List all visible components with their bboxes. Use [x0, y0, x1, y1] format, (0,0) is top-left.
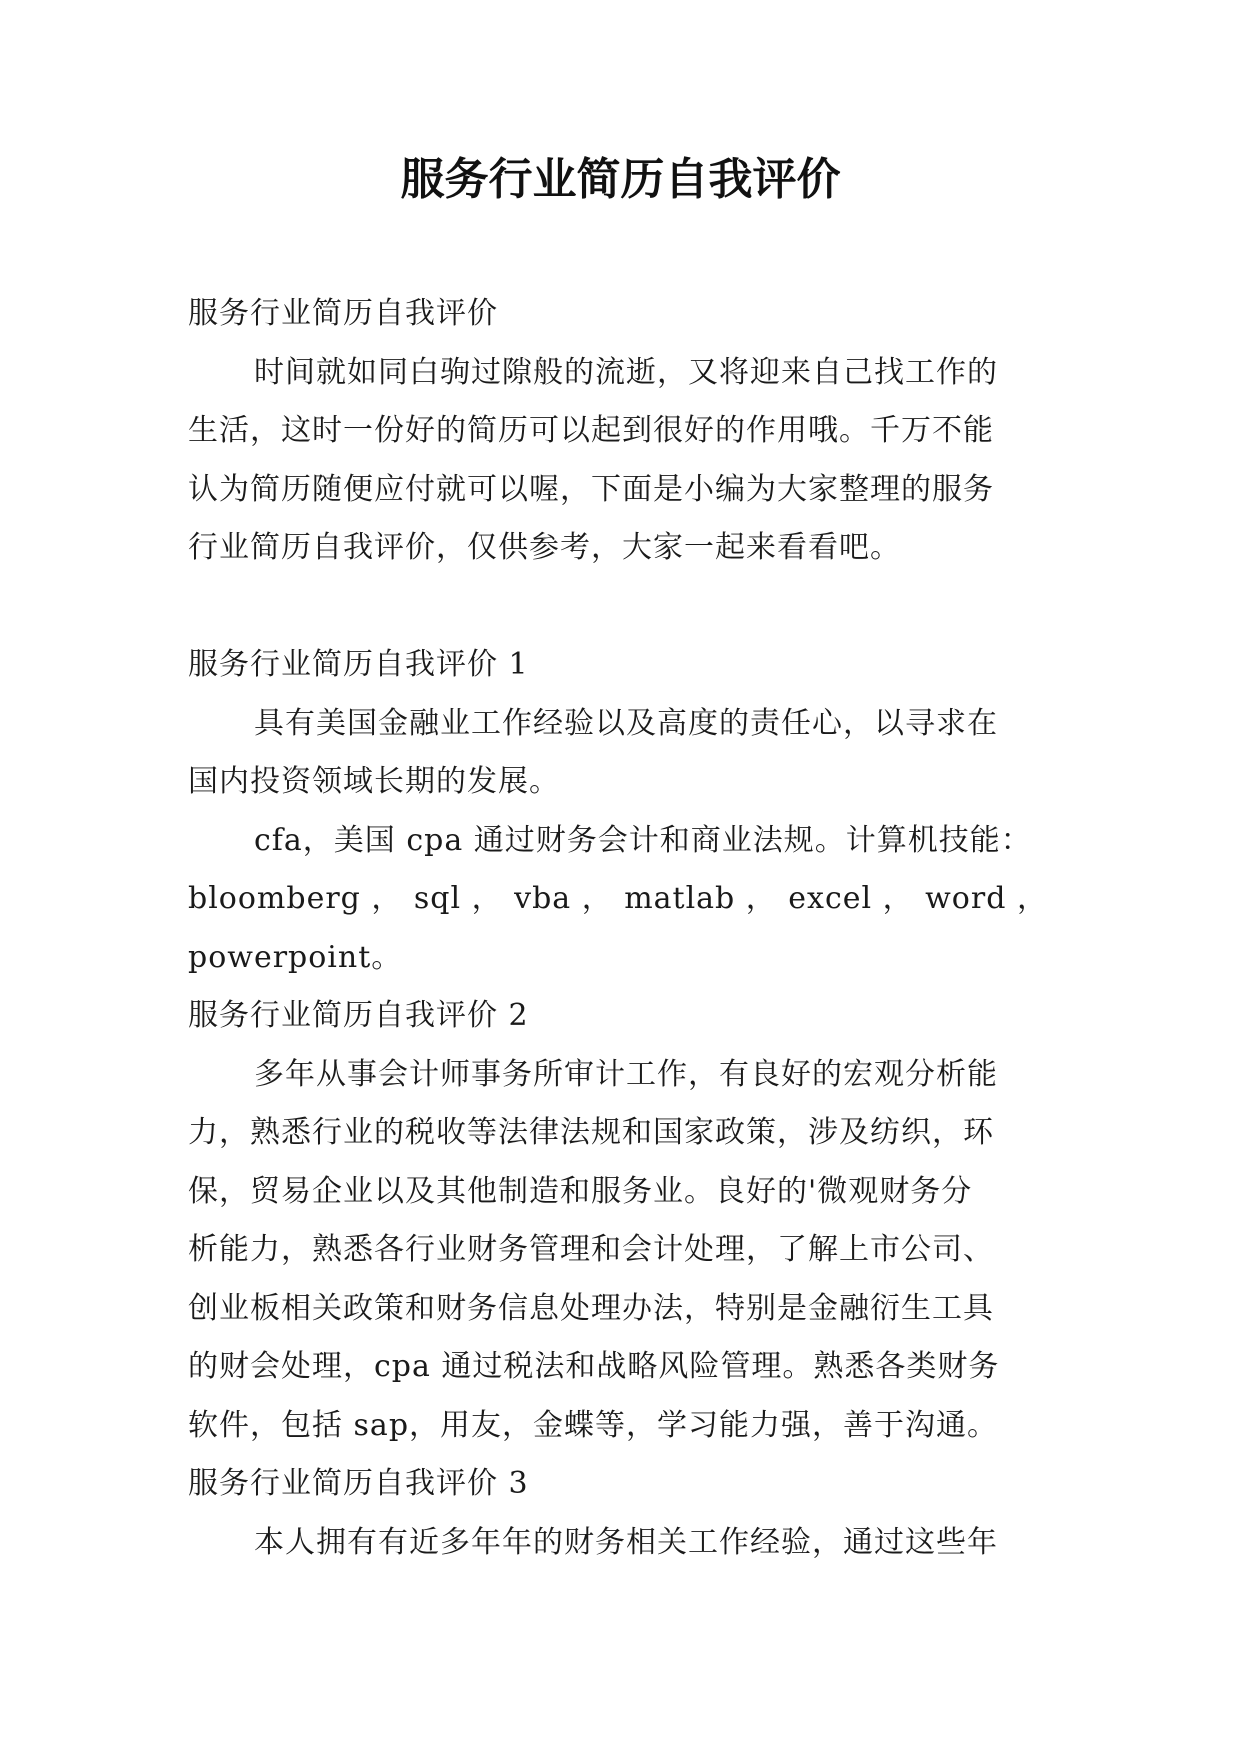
section-1-line: 具有美国金融业工作经验以及高度的责任心，以寻求在 — [254, 705, 998, 741]
intro-line: 时间就如同白驹过隙般的流逝，又将迎来自己找工作的 — [254, 354, 998, 390]
section-3-heading: 服务行业简历自我评价 3 — [188, 1466, 529, 1501]
paragraph-gap — [188, 578, 1048, 637]
intro-line: 认为简历随便应付就可以喔，下面是小编为大家整理的服务 — [188, 471, 994, 507]
skill-item: vba ， — [514, 881, 613, 916]
section-2-line: 力，熟悉行业的税收等法律法规和国家政策，涉及纺织，环 — [188, 1115, 994, 1150]
section-2-line: 多年从事会计师事务所审计工作，有良好的宏观分析能 — [254, 1056, 998, 1092]
section-2-line: 创业板相关政策和财务信息处理办法，特别是金融衍生工具 — [188, 1290, 994, 1326]
section-2-line: 保，贸易企业以及其他制造和服务业。良好的'微观财务分 — [188, 1173, 973, 1209]
section-2-line: 软件，包括 sap，用友，金蝶等，学习能力强，善于沟通。 — [188, 1407, 999, 1443]
section-1-line: powerpoint。 — [188, 939, 403, 975]
skill-item: excel ， — [788, 881, 914, 916]
document-body — [188, 285, 1048, 1572]
skill-item: sql ， — [413, 881, 503, 916]
section-1-heading: 服务行业简历自我评价 1 — [188, 647, 529, 682]
section-3-line: 本人拥有有近多年年的财务相关工作经验，通过这些年 — [254, 1524, 998, 1560]
skill-item: bloomberg ， — [188, 881, 403, 916]
section-1-line: cfa，美国 cpa 通过财务会计和商业法规。计算机技能： — [254, 822, 1032, 858]
skills-line — [188, 870, 1048, 929]
intro-line: 生活，这时一份好的简历可以起到很好的作用哦。千万不能 — [188, 413, 994, 448]
intro-line: 行业简历自我评价，仅供参考，大家一起来看看吧。 — [188, 530, 901, 565]
section-2-line: 析能力，熟悉各行业财务管理和会计处理，了解上市公司、 — [188, 1232, 994, 1267]
document-title: 服务行业简历自我评价 — [400, 154, 841, 205]
intro-heading: 服务行业简历自我评价 — [188, 296, 498, 331]
skill-item: word ， — [925, 881, 1048, 916]
section-1-line: 国内投资领域长期的发展。 — [188, 764, 560, 799]
section-2-line: 的财会处理，cpa 通过税法和战略风险管理。熟悉各类财务 — [188, 1349, 1000, 1384]
section-2-heading: 服务行业简历自我评价 2 — [188, 998, 529, 1033]
skill-item: matlab ， — [624, 881, 777, 916]
